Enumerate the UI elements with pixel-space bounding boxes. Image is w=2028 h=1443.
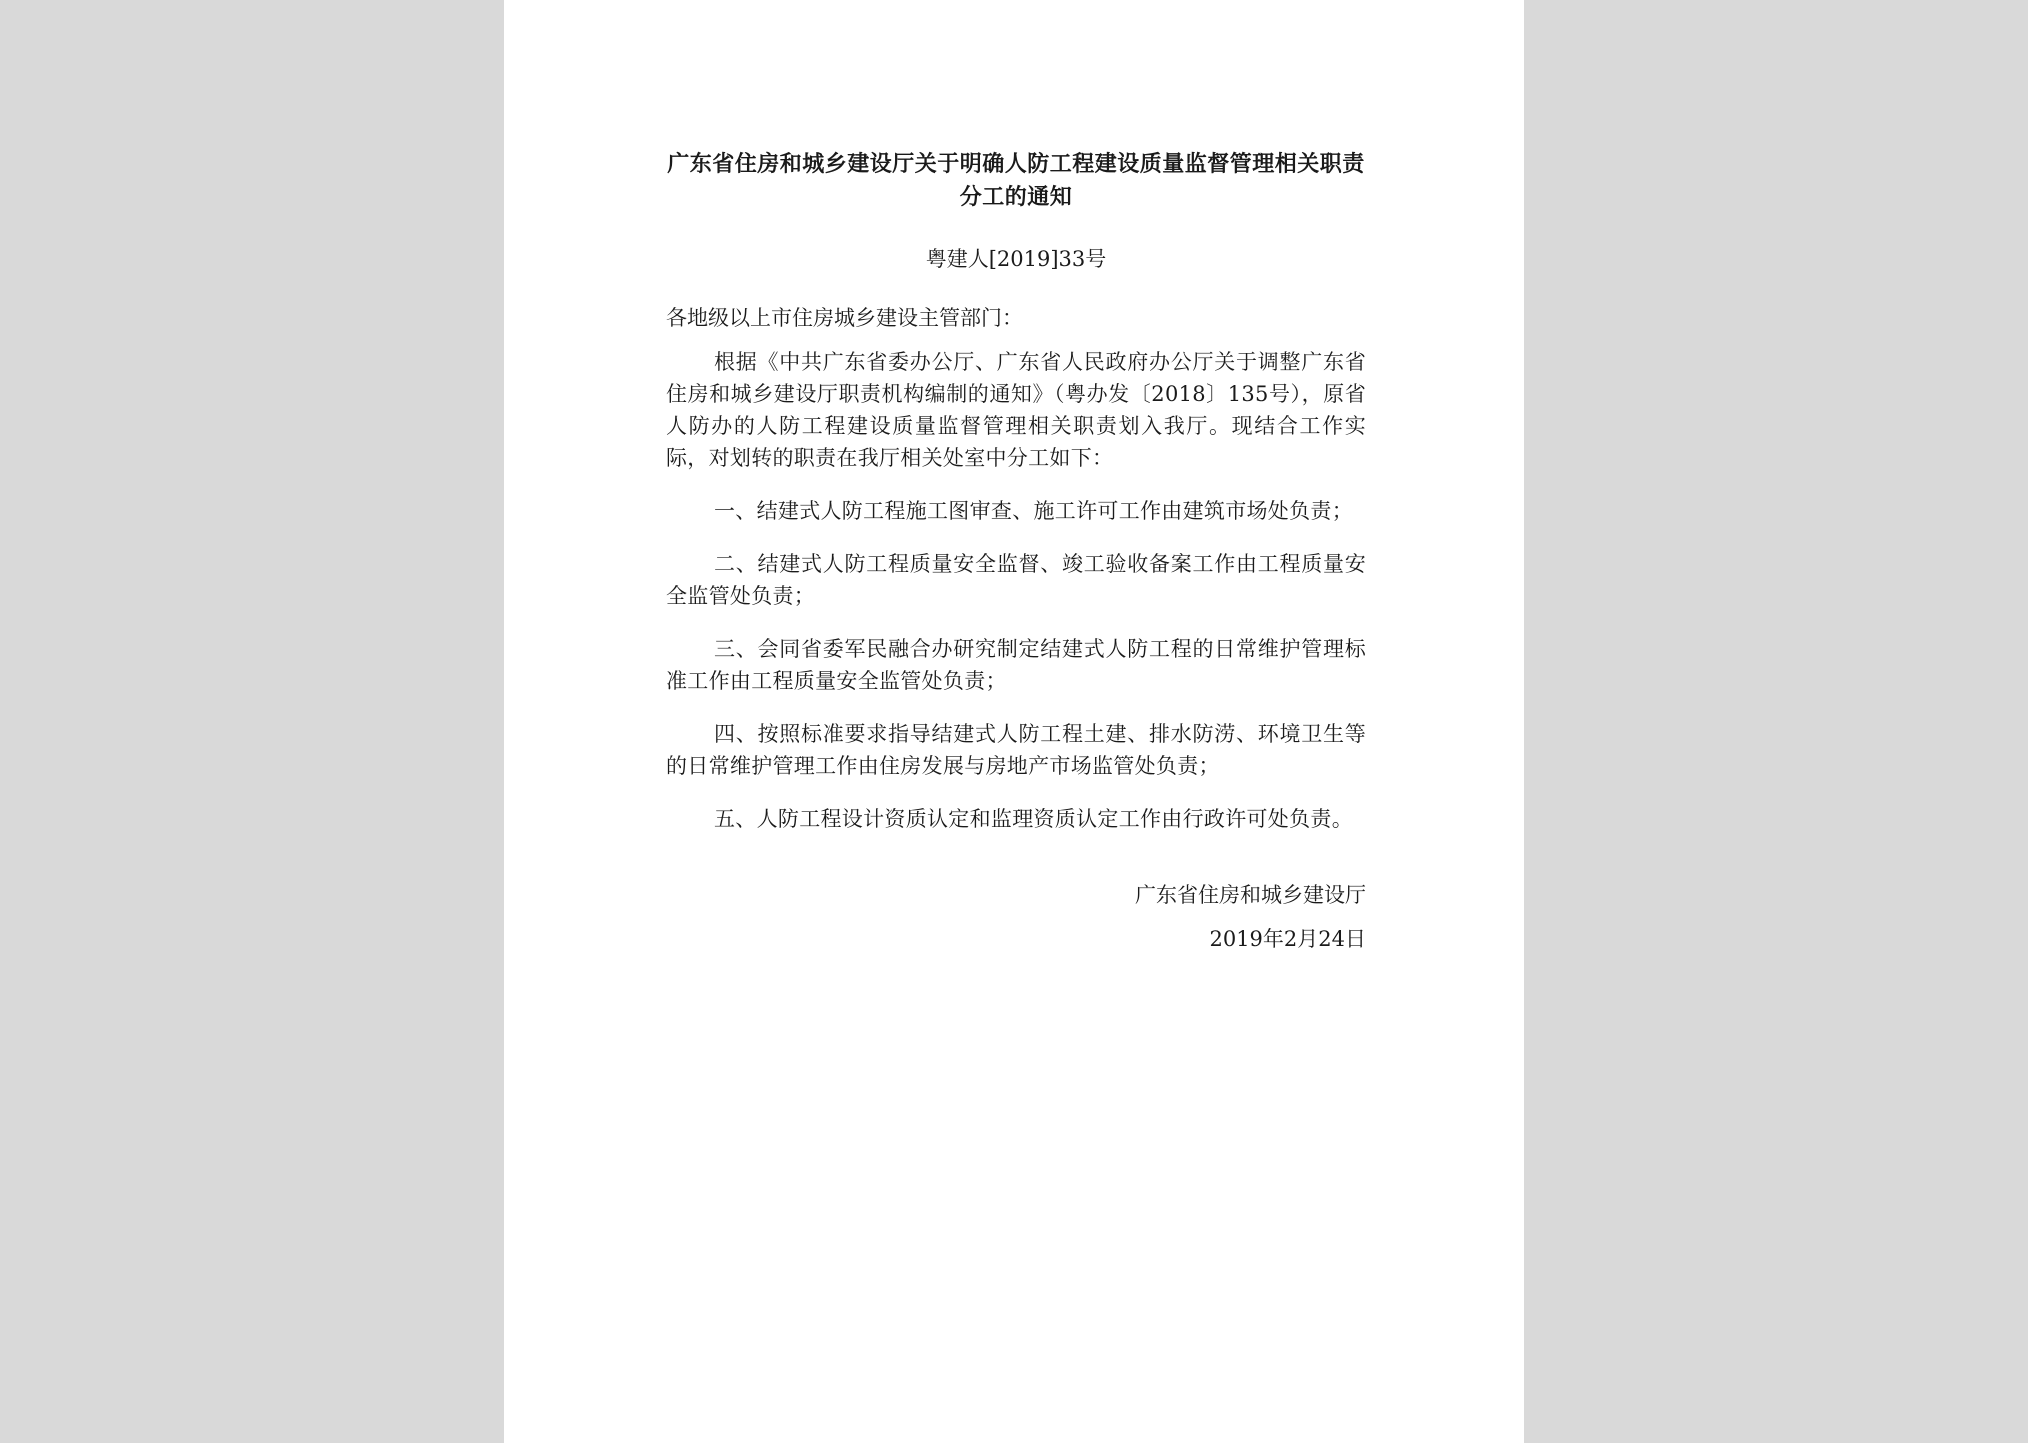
document-title: 广东省住房和城乡建设厅关于明确人防工程建设质量监督管理相关职责分工的通知: [667, 152, 1365, 210]
document-content: [666, 148, 1366, 955]
body-paragraph-item-1: 一、结建式人防工程施工图审查、施工许可工作由建筑市场处负责；: [714, 499, 1353, 523]
addressee: 各地级以上市住房城乡建设主管部门：: [666, 306, 1023, 330]
document-number: 粤建人[2019]33号: [925, 247, 1107, 271]
issuer-signature: 广东省住房和城乡建设厅: [1135, 883, 1366, 907]
body-paragraph-item-5: 五、人防工程设计资质认定和监理资质认定工作由行政许可处负责。: [714, 807, 1353, 831]
body-paragraph-intro: 根据《中共广东省委办公厅、广东省人民政府办公厅关于调整广东省住房和城乡建设厅职责机构编制的通知》（粤办发〔2018〕135号），原省人防办的人防工程建设质量监督管理相关职责划入我厅。现结合工作实际，对划转的职责在我厅相关处室中分工如下：: [666, 350, 1366, 470]
document-page: [504, 0, 1524, 1443]
issue-date: 2019年2月24日: [1209, 927, 1366, 951]
body-paragraph-item-3: 三、会同省委军民融合办研究制定结建式人防工程的日常维护管理标准工作由工程质量安全监管处负责；: [666, 637, 1366, 693]
body-paragraph-item-2: 二、结建式人防工程质量安全监督、竣工验收备案工作由工程质量安全监管处负责；: [666, 552, 1366, 608]
body-paragraph-item-4: 四、按照标准要求指导结建式人防工程土建、排水防涝、环境卫生等的日常维护管理工作由住房发展与房地产市场监管处负责；: [666, 722, 1366, 778]
